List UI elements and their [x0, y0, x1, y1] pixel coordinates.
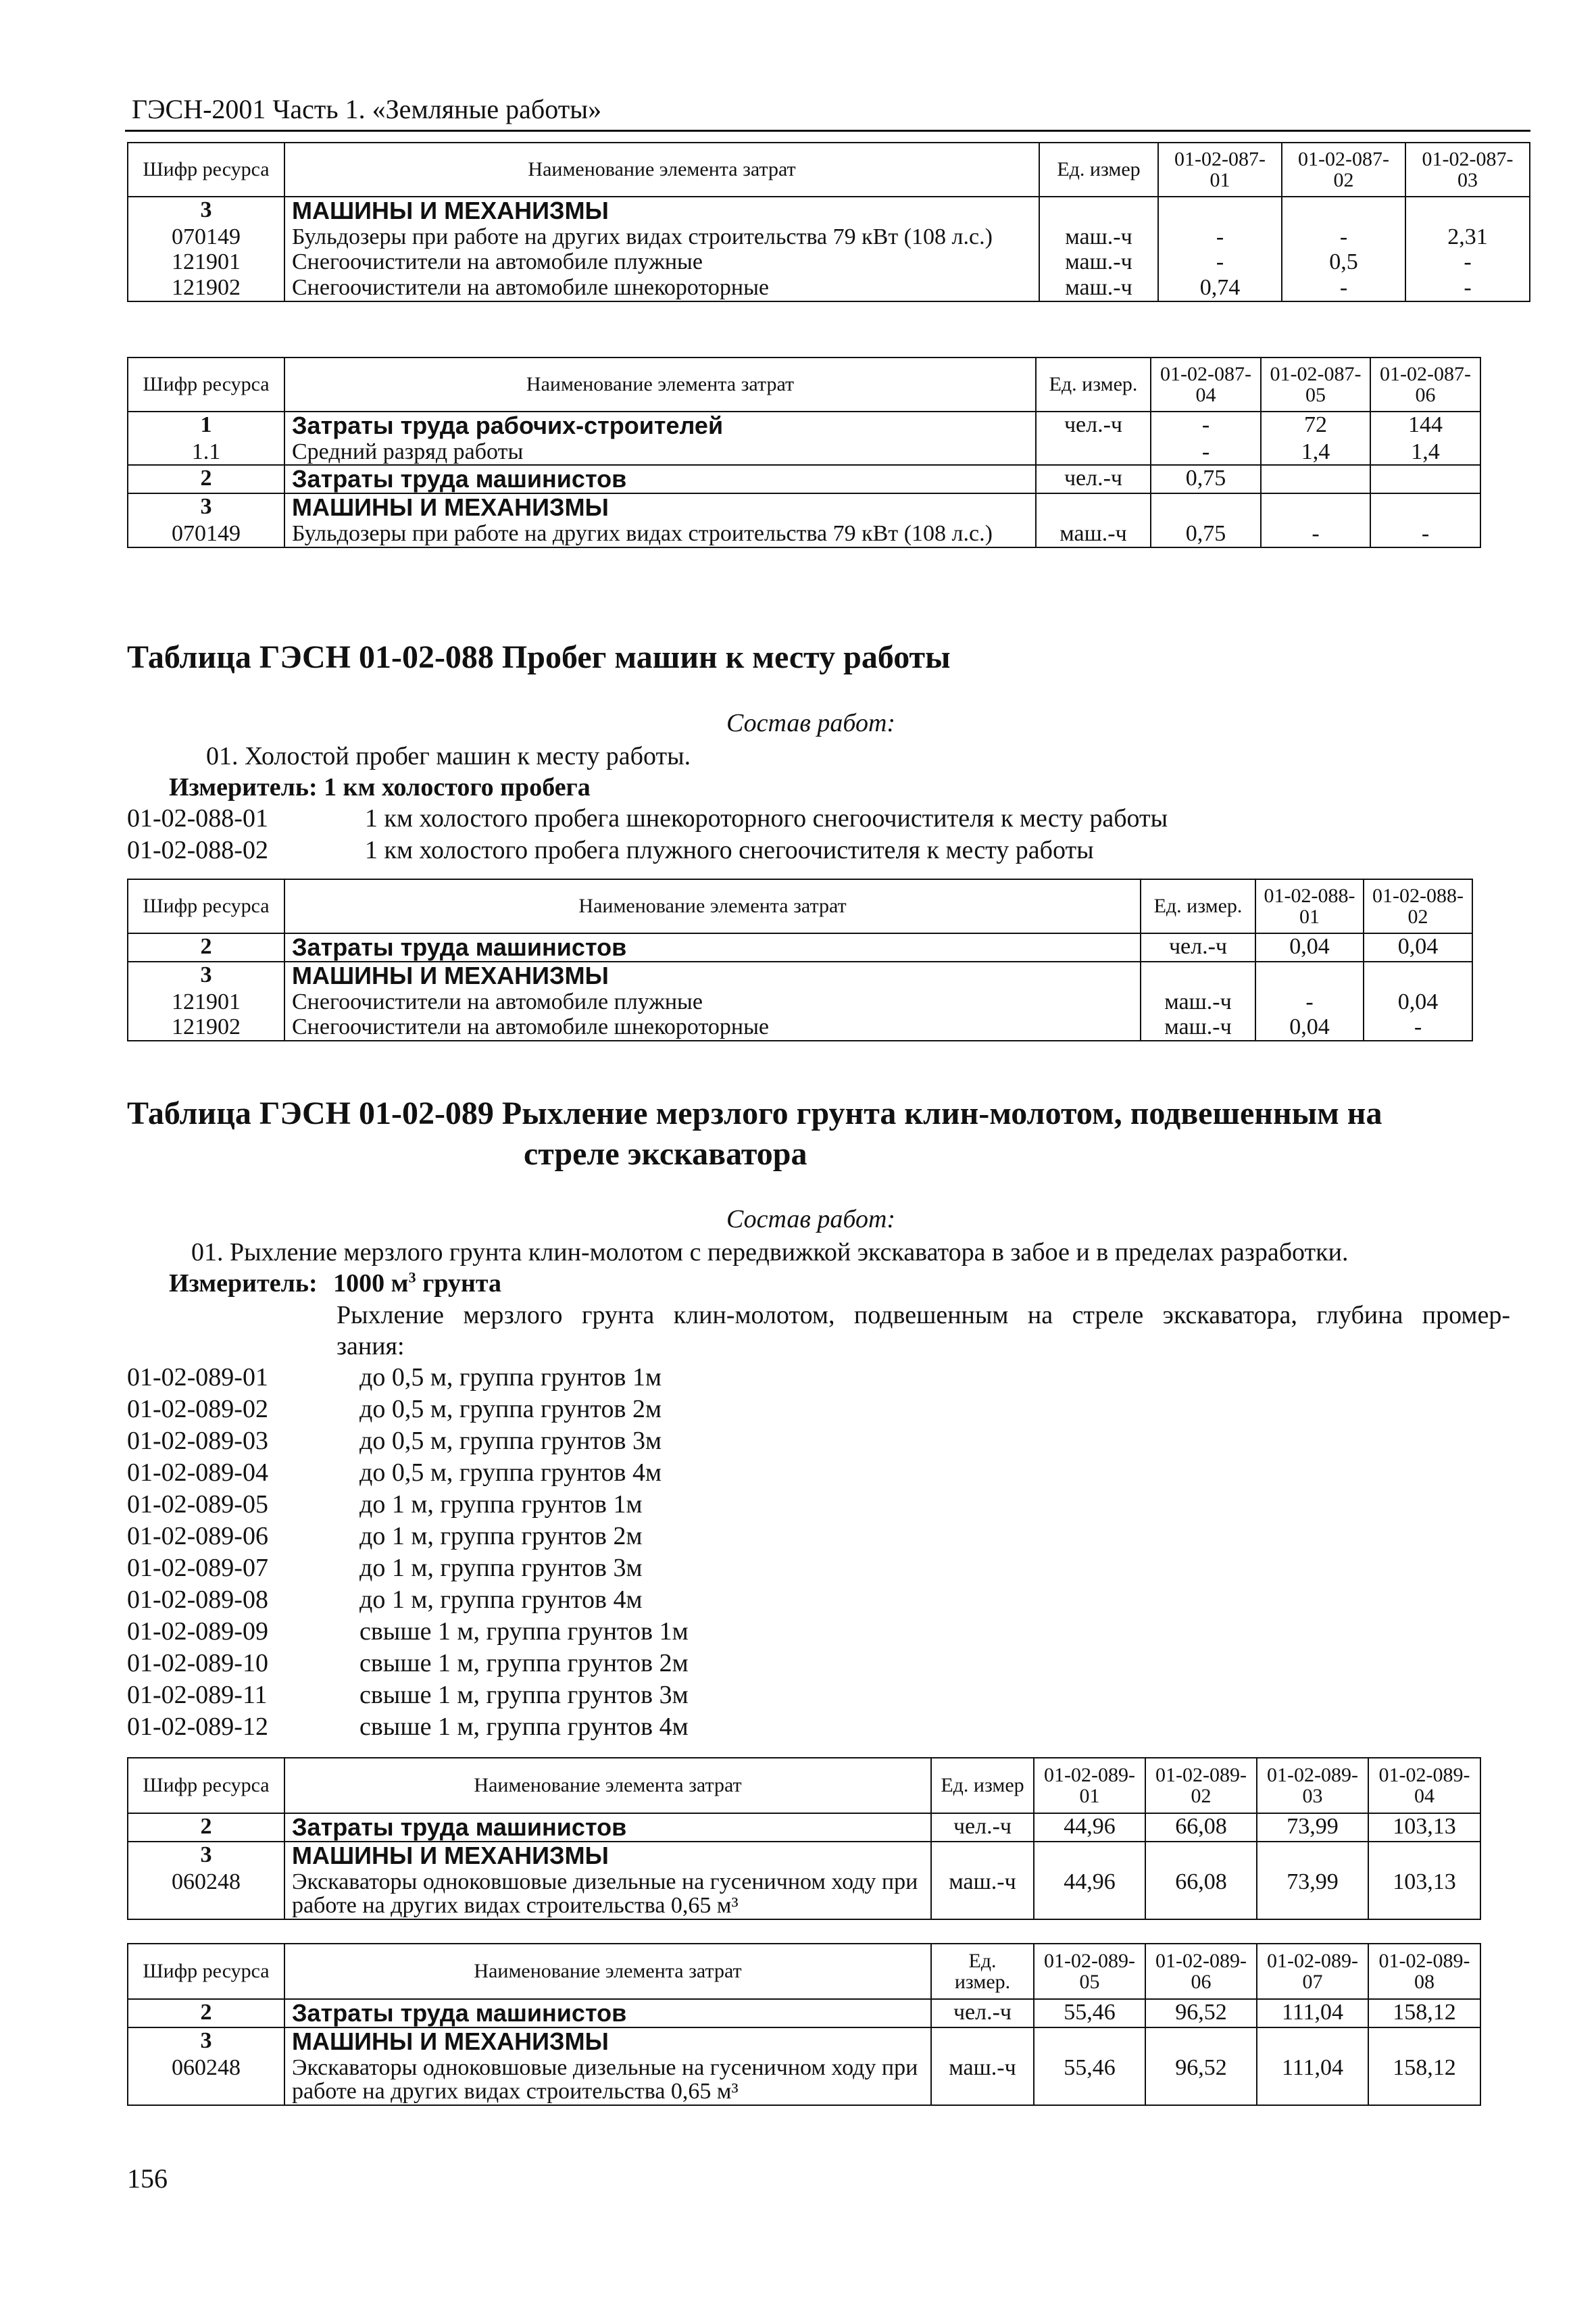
meter-label: Измеритель:	[169, 1269, 318, 1298]
cell-value: 111,04	[1257, 2055, 1368, 2105]
cell-value: 55,46	[1034, 1999, 1145, 2027]
cell-value	[1261, 465, 1370, 493]
cell-value: 44,96	[1034, 1869, 1145, 1919]
col-header-norm: 01-02-087-01	[1158, 143, 1282, 197]
norm-table-089-05-08	[127, 1943, 1481, 2106]
col-header-norm: 01-02-089-01	[1034, 1758, 1145, 1813]
page-number: 156	[127, 2163, 168, 2194]
cell-code: 3	[128, 1842, 284, 1869]
col-header-name: Наименование элемента затрат	[284, 1944, 931, 1999]
cell-value: 0,74	[1158, 275, 1282, 301]
cell-code: 121902	[128, 275, 284, 301]
table-row	[128, 2055, 1480, 2105]
col-header-norm: 01-02-089-04	[1368, 1758, 1480, 1813]
cell-name: Снегоочистители на автомобиле плужные	[284, 249, 1039, 275]
cell-value: 1,4	[1370, 439, 1480, 466]
cell-code: 2	[128, 933, 284, 962]
cell-code: 070149	[128, 521, 284, 547]
cell-value	[1370, 493, 1480, 521]
table-row	[128, 493, 1480, 521]
cell-unit: чел.-ч	[931, 1999, 1034, 2027]
cell-value: -	[1282, 275, 1405, 301]
col-header-norm: 01-02-089-08	[1368, 1944, 1480, 1999]
table-row	[128, 962, 1472, 989]
cell-code: 3	[128, 962, 284, 989]
meter-line	[169, 772, 591, 802]
cell-unit: маш.-ч	[1036, 521, 1151, 547]
table-row	[128, 439, 1480, 466]
list-item	[127, 1616, 689, 1648]
cell-value: -	[1158, 224, 1282, 250]
list-item	[127, 1362, 689, 1394]
norm-description: свыше 1 м, группа грунтов 3м	[359, 1681, 689, 1709]
table-row	[128, 1014, 1472, 1041]
cell-value	[1370, 465, 1480, 493]
col-header-name: Наименование элемента затрат	[284, 1758, 931, 1813]
col-header-norm: 01-02-089-02	[1145, 1758, 1257, 1813]
cell-value: 73,99	[1257, 1869, 1368, 1919]
cell-code: 2	[128, 465, 284, 493]
cell-value: -	[1364, 1014, 1472, 1041]
table-row	[128, 275, 1530, 301]
header-rule	[125, 130, 1530, 132]
cell-unit: маш.-ч	[931, 1869, 1034, 1919]
list-item	[127, 1425, 689, 1457]
cell-name: Затраты труда машинистов	[284, 933, 1141, 962]
cell-value: 44,96	[1034, 1813, 1145, 1842]
cell-value: -	[1151, 439, 1261, 466]
work-composition: 01. Холостой пробег машин к месту работы.	[206, 742, 691, 770]
cell-code: 121901	[128, 249, 284, 275]
norm-description: до 0,5 м, группа грунтов 4м	[359, 1458, 662, 1487]
cell-name: Средний разряд работы	[284, 439, 1036, 466]
cell-value: 0,5	[1282, 249, 1405, 275]
norm-description: до 1 м, группа грунтов 3м	[359, 1554, 643, 1582]
cell-value: -	[1151, 412, 1261, 439]
norm-description: свыше 1 м, группа грунтов 2м	[359, 1649, 689, 1677]
cell-value	[1145, 1842, 1257, 1869]
col-header-code: Шифр ресурса	[128, 1944, 284, 1999]
cell-name: МАШИНЫ И МЕХАНИЗМЫ	[284, 493, 1036, 521]
col-header-code: Шифр ресурса	[128, 1758, 284, 1813]
cell-value: 96,52	[1145, 2055, 1257, 2105]
cell-unit	[1039, 197, 1158, 224]
norm-code: 01-02-088-02	[127, 836, 268, 864]
norm-description: до 1 м, группа грунтов 1м	[359, 1490, 643, 1519]
cell-unit: чел.-ч	[1036, 465, 1151, 493]
depth-description-tail: зания:	[336, 1332, 405, 1360]
cell-unit	[1036, 493, 1151, 521]
cell-name: Экскаваторы одноковшовые дизельные на гусеничном ходу при работе на других видах строительства 0,65 м³	[284, 2055, 931, 2105]
table-title-089: Таблица ГЭСН 01-02-089 Рыхление мерзлого грунта клин-молотом, подвешенным на	[127, 1096, 1382, 1131]
cell-unit: маш.-ч	[1039, 275, 1158, 301]
norm-table-089-01-04	[127, 1757, 1481, 1920]
norm-code: 01-02-088-01	[127, 804, 268, 833]
norm-table-087-04-06	[127, 357, 1481, 548]
col-header-name: Наименование элемента затрат	[284, 143, 1039, 197]
norm-description: 1 км холостого пробега шнекороторного снегоочистителя к месту работы	[365, 804, 1168, 833]
list-item	[127, 1679, 689, 1711]
norm-description: до 0,5 м, группа грунтов 2м	[359, 1395, 662, 1423]
norm-code: 01-02-089-09	[127, 1617, 268, 1646]
cell-value	[1034, 2027, 1145, 2055]
cell-unit: маш.-ч	[1141, 1014, 1255, 1041]
cell-unit: чел.-ч	[931, 1813, 1034, 1842]
col-header-code: Шифр ресурса	[128, 143, 284, 197]
cell-value	[1261, 493, 1370, 521]
cell-value: 1,4	[1261, 439, 1370, 466]
meter-tail: грунта	[422, 1269, 501, 1298]
table-title-088: Таблица ГЭСН 01-02-088 Пробег машин к месту работы	[127, 639, 951, 675]
cell-name: Затраты труда рабочих-строителей	[284, 412, 1036, 439]
col-header-norm: 01-02-089-07	[1257, 1944, 1368, 1999]
cell-value	[1034, 1842, 1145, 1869]
cell-value: -	[1255, 989, 1364, 1015]
cell-value	[1151, 493, 1261, 521]
cell-value: 0,75	[1151, 465, 1261, 493]
table-row	[128, 249, 1530, 275]
col-header-norm: 01-02-089-03	[1257, 1758, 1368, 1813]
col-header-unit: Ед. измер	[931, 1758, 1034, 1813]
cell-value: 158,12	[1368, 2055, 1480, 2105]
norm-table-088	[127, 879, 1473, 1041]
cell-code: 060248	[128, 2055, 284, 2105]
list-item	[127, 1552, 689, 1584]
list-item	[127, 803, 1168, 835]
cell-value	[1257, 2027, 1368, 2055]
cell-value	[1145, 2027, 1257, 2055]
cell-value	[1364, 962, 1472, 989]
norm-code: 01-02-089-01	[127, 1363, 268, 1392]
col-header-norm: 01-02-089-05	[1034, 1944, 1145, 1999]
cell-code: 2	[128, 1813, 284, 1842]
cell-value: 0,04	[1255, 933, 1364, 962]
cell-name: Затраты труда машинистов	[284, 1999, 931, 2027]
meter-value: 1000 м	[333, 1269, 409, 1298]
running-head: ГЭСН-2001 Часть 1. «Земляные работы»	[132, 94, 602, 124]
cell-value: -	[1282, 224, 1405, 250]
cell-code: 121902	[128, 1014, 284, 1041]
col-header-norm: 01-02-087-02	[1282, 143, 1405, 197]
norm-description: 1 км холостого пробега плужного снегоочистителя к месту работы	[365, 836, 1094, 864]
cell-code: 070149	[128, 224, 284, 250]
col-header-norm: 01-02-087-03	[1405, 143, 1530, 197]
cell-code: 3	[128, 2027, 284, 2055]
cell-name: Бульдозеры при работе на других видах строительства 79 кВт (108 л.с.)	[284, 521, 1036, 547]
cell-unit: чел.-ч	[1036, 412, 1151, 439]
cell-value: 96,52	[1145, 1999, 1257, 2027]
cell-code: 060248	[128, 1869, 284, 1919]
cell-value: -	[1261, 521, 1370, 547]
list-item	[127, 1711, 689, 1743]
norm-description: свыше 1 м, группа грунтов 1м	[359, 1617, 689, 1646]
col-header-norm: 01-02-089-06	[1145, 1944, 1257, 1999]
sostav-label: Состав работ:	[726, 709, 896, 737]
col-header-code: Шифр ресурса	[128, 358, 284, 412]
sostav-label: Состав работ:	[726, 1205, 896, 1233]
cell-code: 3	[128, 197, 284, 224]
cell-value	[1405, 197, 1530, 224]
cell-value: 73,99	[1257, 1813, 1368, 1842]
cell-unit	[1036, 439, 1151, 466]
norm-code: 01-02-089-03	[127, 1427, 268, 1455]
cell-code: 2	[128, 1999, 284, 2027]
norm-code: 01-02-089-11	[127, 1681, 268, 1709]
list-item	[127, 1584, 689, 1616]
cell-value: 0,04	[1364, 989, 1472, 1015]
col-header-code: Шифр ресурса	[128, 879, 284, 933]
meter-superscript: 3	[408, 1269, 416, 1286]
norm-code: 01-02-089-08	[127, 1585, 268, 1614]
meter-label: Измеритель:	[169, 773, 318, 802]
table-row	[128, 989, 1472, 1015]
col-header-norm: 01-02-087-06	[1370, 358, 1480, 412]
cell-value: 72	[1261, 412, 1370, 439]
table-row	[128, 224, 1530, 250]
cell-value	[1368, 2027, 1480, 2055]
norm-code: 01-02-089-07	[127, 1554, 268, 1582]
list-item	[127, 1489, 689, 1521]
meter-value: 1 км холостого пробега	[324, 773, 591, 802]
cell-value: 55,46	[1034, 2055, 1145, 2105]
cell-unit	[931, 1842, 1034, 1869]
col-header-unit: Ед. измер.	[931, 1944, 1034, 1999]
cell-unit: маш.-ч	[1039, 224, 1158, 250]
table-row	[128, 465, 1480, 493]
col-header-norm: 01-02-087-05	[1261, 358, 1370, 412]
norm-description: свыше 1 м, группа грунтов 4м	[359, 1713, 689, 1741]
col-header-name: Наименование элемента затрат	[284, 358, 1036, 412]
cell-code: 3	[128, 493, 284, 521]
cell-name: Снегоочистители на автомобиле шнекороторные	[284, 1014, 1141, 1041]
cell-name: МАШИНЫ И МЕХАНИЗМЫ	[284, 1842, 931, 1869]
cell-value: 111,04	[1257, 1999, 1368, 2027]
cell-name: Бульдозеры при работе на других видах строительства 79 кВт (108 л.с.)	[284, 224, 1039, 250]
cell-code: 1	[128, 412, 284, 439]
cell-unit	[931, 2027, 1034, 2055]
norm-code-list-089	[127, 1362, 689, 1743]
table-row	[128, 1842, 1480, 1869]
norm-description: до 0,5 м, группа грунтов 1м	[359, 1363, 662, 1392]
cell-value: 0,04	[1255, 1014, 1364, 1041]
norm-description: до 1 м, группа грунтов 4м	[359, 1585, 643, 1614]
norm-code: 01-02-089-04	[127, 1458, 268, 1487]
col-header-unit: Ед. измер.	[1036, 358, 1151, 412]
list-item	[127, 1457, 689, 1489]
cell-value	[1158, 197, 1282, 224]
col-header-norm: 01-02-088-01	[1255, 879, 1364, 933]
norm-code: 01-02-089-02	[127, 1395, 268, 1423]
work-composition: 01. Рыхление мерзлого грунта клин-молотом с передвижкой экскаватора в забое и в пределах разработки.	[191, 1238, 1349, 1266]
table-row	[128, 197, 1530, 224]
table-row	[128, 2027, 1480, 2055]
meter-line	[169, 1269, 501, 1298]
col-header-name: Наименование элемента затрат	[284, 879, 1141, 933]
cell-unit: маш.-ч	[1141, 989, 1255, 1015]
table-row	[128, 933, 1472, 962]
cell-name: МАШИНЫ И МЕХАНИЗМЫ	[284, 2027, 931, 2055]
norm-code: 01-02-089-12	[127, 1713, 268, 1741]
cell-name: Снегоочистители на автомобиле плужные	[284, 989, 1141, 1015]
cell-value: 144	[1370, 412, 1480, 439]
table-row	[128, 1999, 1480, 2027]
depth-description: Рыхление мерзлого грунта клин-молотом, подвешенным на стреле экскаватора, глубина промер-	[336, 1301, 1510, 1329]
cell-value: 0,75	[1151, 521, 1261, 547]
norm-code: 01-02-089-06	[127, 1522, 268, 1550]
norm-code: 01-02-089-05	[127, 1490, 268, 1519]
cell-value: -	[1370, 521, 1480, 547]
cell-name: Затраты труда машинистов	[284, 1813, 931, 1842]
cell-value	[1282, 197, 1405, 224]
cell-value: -	[1158, 249, 1282, 275]
cell-value: 0,04	[1364, 933, 1472, 962]
table-row	[128, 412, 1480, 439]
cell-name: Снегоочистители на автомобиле шнекороторные	[284, 275, 1039, 301]
cell-value: 66,08	[1145, 1813, 1257, 1842]
norm-code: 01-02-089-10	[127, 1649, 268, 1677]
cell-value	[1368, 1842, 1480, 1869]
cell-value: 103,13	[1368, 1813, 1480, 1842]
col-header-norm: 01-02-087-04	[1151, 358, 1261, 412]
cell-unit: чел.-ч	[1141, 933, 1255, 962]
cell-value: -	[1405, 249, 1530, 275]
table-row	[128, 1869, 1480, 1919]
col-header-norm: 01-02-088-02	[1364, 879, 1472, 933]
list-item	[127, 1394, 689, 1425]
cell-code: 121901	[128, 989, 284, 1015]
table-title-089-line2: стреле экскаватора	[524, 1136, 807, 1172]
cell-name: МАШИНЫ И МЕХАНИЗМЫ	[284, 962, 1141, 989]
cell-unit	[1141, 962, 1255, 989]
cell-value	[1255, 962, 1364, 989]
cell-value: 2,31	[1405, 224, 1530, 250]
cell-value: 103,13	[1368, 1869, 1480, 1919]
list-item	[127, 1648, 689, 1679]
cell-unit: маш.-ч	[1039, 249, 1158, 275]
norm-code-list-088	[127, 803, 1168, 866]
table-row	[128, 521, 1480, 547]
cell-value: 158,12	[1368, 1999, 1480, 2027]
norm-description: до 0,5 м, группа грунтов 3м	[359, 1427, 662, 1455]
table-row	[128, 1813, 1480, 1842]
cell-value: 66,08	[1145, 1869, 1257, 1919]
cell-name: Затраты труда машинистов	[284, 465, 1036, 493]
col-header-unit: Ед. измер	[1039, 143, 1158, 197]
cell-unit: маш.-ч	[931, 2055, 1034, 2105]
cell-name: Экскаваторы одноковшовые дизельные на гусеничном ходу при работе на других видах строительства 0,65 м³	[284, 1869, 931, 1919]
cell-value	[1257, 1842, 1368, 1869]
cell-code: 1.1	[128, 439, 284, 466]
norm-description: до 1 м, группа грунтов 2м	[359, 1522, 643, 1550]
list-item	[127, 835, 1168, 866]
norm-table-087-01-03	[127, 142, 1530, 302]
cell-value: -	[1405, 275, 1530, 301]
col-header-unit: Ед. измер.	[1141, 879, 1255, 933]
list-item	[127, 1521, 689, 1552]
cell-name: МАШИНЫ И МЕХАНИЗМЫ	[284, 197, 1039, 224]
